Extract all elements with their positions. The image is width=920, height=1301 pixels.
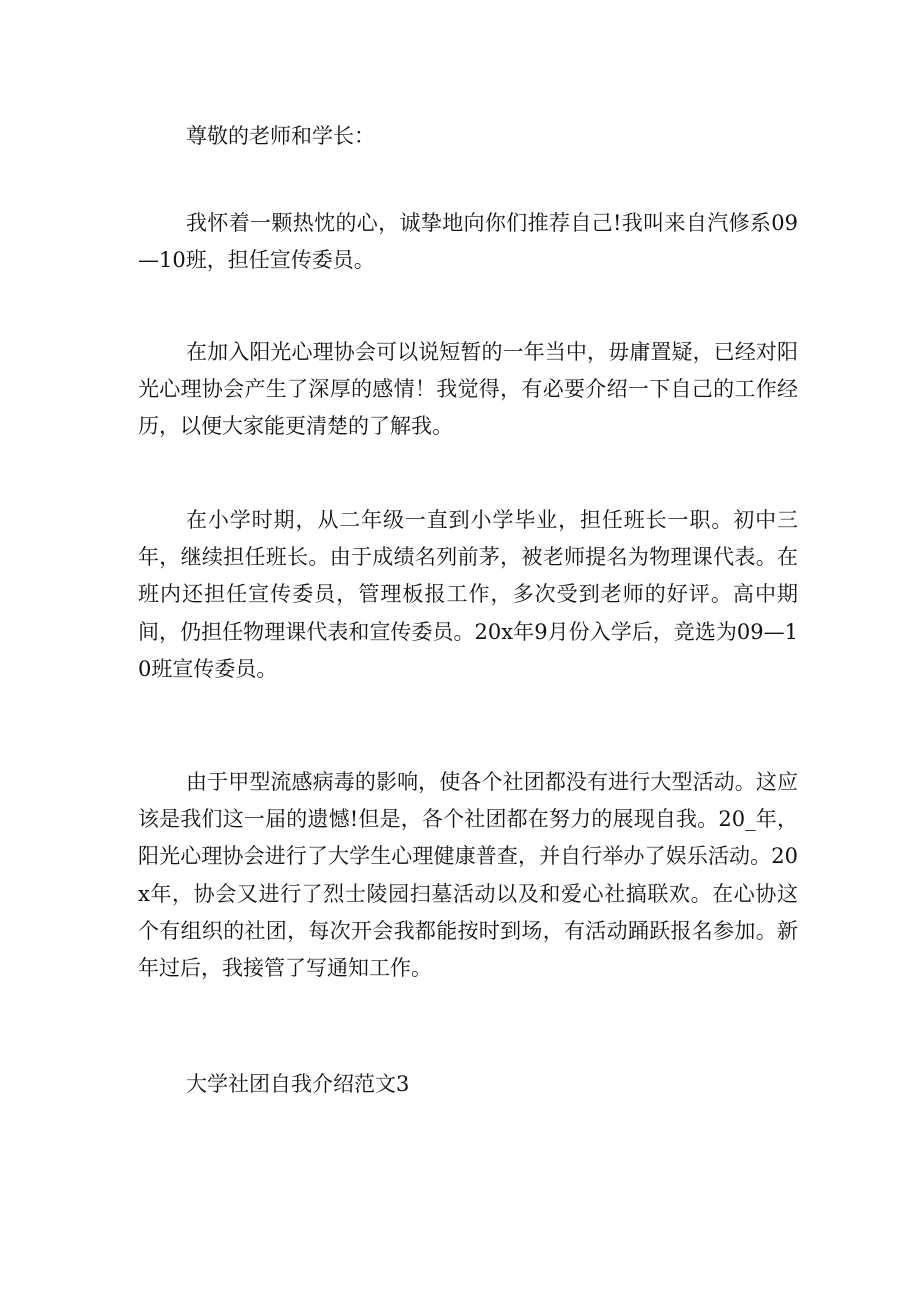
salutation: 尊敬的老师和学长： xyxy=(186,124,375,148)
paragraph-association: 在加入阳光心理协会可以说短暂的一年当中，毋庸置疑，已经对阳光心理协会产生了深厚的感情！我觉得，有必要介绍一下自己的工作经历，以便大家能更清楚的了解我。 xyxy=(138,340,798,439)
next-section-heading: 大学社团自我介绍范文3 xyxy=(186,1072,410,1096)
paragraph-experience: 在小学时期，从二年级一直到小学毕业，担任班长一职。初中三年，继续担任班长。由于成绩名列前茅，被老师提名为物理课代表。在班内还担任宣传委员，管理板报工作，多次受到老师的好评。高中期间，仍担任物理课代表和宣传委员。20x年9月份入学后，竞选为09—10班宣传委员。 xyxy=(138,508,798,681)
paragraph-activities: 由于甲型流感病毒的影响，使各个社团都没有进行大型活动。这应该是我们这一届的遗憾!但是，各个社团都在努力的展现自我。20_年，阳光心理协会进行了大学生心理健康普查，并自行举办了娱乐活动。20x年，协会又进行了烈士陵园扫墓活动以及和爱心社搞联欢。在心协这个有组织的社团，每次开会我都能按时到场，有活动踊跃报名参加。新年过后，我接管了写通知工作。 xyxy=(138,770,798,981)
paragraph-intro: 我怀着一颗热忱的心，诚挚地向你们推荐自己!我叫来自汽修系09—10班，担任宣传委员。 xyxy=(138,211,798,273)
